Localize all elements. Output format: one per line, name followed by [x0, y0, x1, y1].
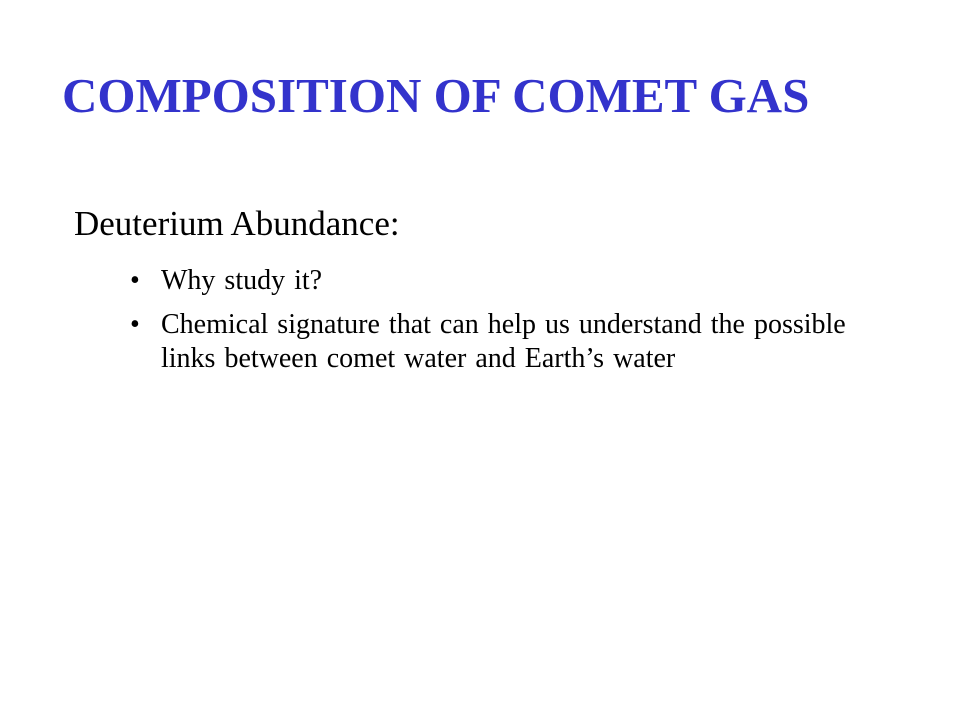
bullet-item: [74, 308, 894, 376]
section-heading: Deuterium Abundance:: [74, 204, 400, 243]
bullet-marker: •: [130, 309, 140, 340]
bullet-item: [74, 264, 894, 298]
slide-body: [74, 200, 894, 386]
bullet-marker: •: [130, 265, 140, 296]
slide-title: COMPOSITION OF COMET GAS: [62, 68, 810, 123]
bullet-text: Why study it?: [161, 265, 323, 296]
bullet-text: Chemical signature that can help us understand the possible links between comet water and Earth’s water: [161, 309, 846, 374]
bullet-list: [74, 264, 894, 376]
